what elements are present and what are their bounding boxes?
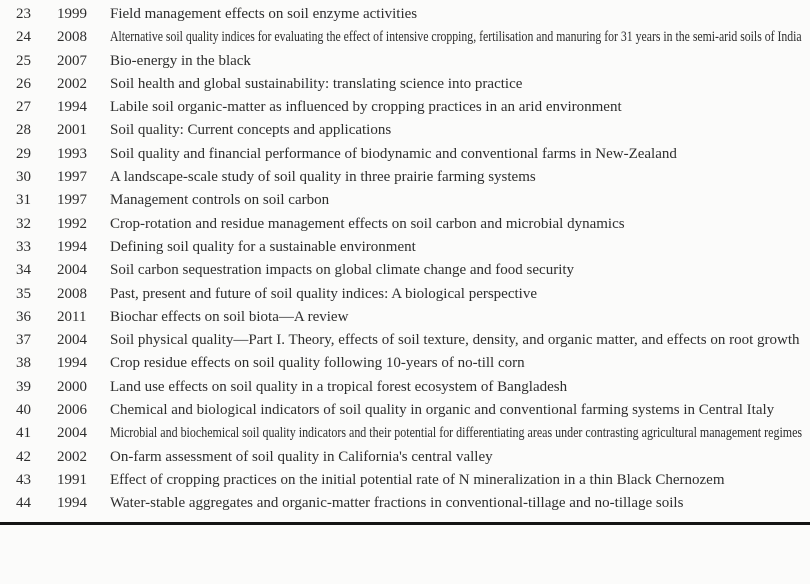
- row-number: 26: [16, 75, 31, 92]
- table-row: [0, 26, 810, 49]
- row-number: 40: [16, 402, 31, 419]
- row-title-cell: [110, 119, 810, 142]
- row-number: 37: [16, 332, 31, 349]
- row-title: Soil physical quality—Part I. Theory, effects of soil texture, density, and organic matter, and effects on root growth: [110, 332, 800, 349]
- row-year: 2004: [57, 332, 87, 349]
- row-title-cell: [110, 73, 810, 96]
- row-year: 1997: [57, 192, 87, 209]
- row-title-cell: [110, 422, 810, 445]
- row-title: On-farm assessment of soil quality in California's central valley: [110, 448, 493, 465]
- row-year: 2002: [57, 448, 87, 465]
- row-title-cell: [110, 3, 810, 26]
- row-title-cell: [110, 236, 810, 259]
- row-title: Management controls on soil carbon: [110, 192, 330, 209]
- row-title-cell: [110, 469, 810, 492]
- row-year: 2007: [57, 52, 87, 69]
- row-title: Field management effects on soil enzyme activities: [110, 6, 418, 22]
- row-title-cell: [110, 492, 810, 515]
- row-title: Crop residue effects on soil quality following 10-years of no-till corn: [110, 355, 525, 372]
- row-title-cell: [110, 376, 810, 399]
- row-year: 1994: [57, 495, 87, 512]
- row-number: 42: [16, 448, 31, 465]
- row-year: 2008: [57, 29, 87, 46]
- row-title: Labile soil organic-matter as influenced by cropping practices in an arid environment: [110, 99, 622, 116]
- row-year: 1991: [57, 471, 87, 488]
- row-year: 2004: [57, 262, 87, 279]
- row-number: 27: [16, 99, 31, 116]
- row-title-cell: [110, 189, 810, 212]
- table-row: [0, 259, 810, 282]
- table-row: [0, 213, 810, 236]
- row-title-cell: [110, 96, 810, 119]
- table-row: [0, 73, 810, 96]
- reference-table-body: [0, 3, 810, 516]
- row-number: 36: [16, 308, 31, 325]
- row-title: Land use effects on soil quality in a tropical forest ecosystem of Bangladesh: [110, 378, 568, 395]
- table-bottom-rule: [0, 522, 810, 525]
- row-title-cell: [110, 259, 810, 282]
- table-row: [0, 306, 810, 329]
- row-number: 39: [16, 378, 31, 395]
- row-number: 29: [16, 145, 31, 162]
- table-row: [0, 236, 810, 259]
- row-title: Microbial and biochemical soil quality indicators and their potential for differentiating areas under contrasting agricultural management regimes: [110, 425, 803, 442]
- table-row: [0, 96, 810, 119]
- row-year: 2001: [57, 122, 87, 139]
- row-year: 2008: [57, 285, 87, 302]
- row-title-cell: [110, 399, 810, 422]
- row-year: 1999: [57, 6, 87, 22]
- row-year: 2002: [57, 75, 87, 92]
- table-row: [0, 329, 810, 352]
- row-number: 24: [16, 29, 31, 46]
- table-row: [0, 283, 810, 306]
- table-row: [0, 446, 810, 469]
- row-year: 1994: [57, 355, 87, 372]
- row-year: 1994: [57, 238, 87, 255]
- row-title: Bio-energy in the black: [110, 52, 251, 69]
- row-number: 28: [16, 122, 31, 139]
- row-title-cell: [110, 26, 810, 49]
- table-row: [0, 376, 810, 399]
- table-row: [0, 3, 810, 26]
- row-number: 31: [16, 192, 31, 209]
- row-year: 2011: [57, 308, 87, 325]
- row-title: Soil quality and financial performance of biodynamic and conventional farms in New-Zealand: [110, 145, 677, 162]
- row-year: 1993: [57, 145, 87, 162]
- table-row: [0, 143, 810, 166]
- table-row: [0, 189, 810, 212]
- row-title: Alternative soil quality indices for evaluating the effect of intensive cropping, fertilisation and manuring for 31 years in the semi-arid soils of India: [110, 29, 802, 46]
- table-row: [0, 166, 810, 189]
- row-number: 34: [16, 262, 31, 279]
- row-number: 32: [16, 215, 31, 232]
- row-title-cell: [110, 306, 810, 329]
- row-year: 2000: [57, 378, 87, 395]
- row-title-cell: [110, 50, 810, 73]
- row-title-cell: [110, 143, 810, 166]
- row-number: 43: [16, 471, 31, 488]
- row-title-cell: [110, 329, 810, 352]
- row-title: Crop-rotation and residue management effects on soil carbon and microbial dynamics: [110, 215, 625, 232]
- row-number: 44: [16, 495, 31, 512]
- row-title-cell: [110, 352, 810, 375]
- row-number: 25: [16, 52, 31, 69]
- row-title: Soil health and global sustainability: translating science into practice: [110, 75, 523, 92]
- row-title: Soil carbon sequestration impacts on global climate change and food security: [110, 262, 575, 279]
- row-year: 2004: [57, 425, 87, 442]
- row-title: Defining soil quality for a sustainable environment: [110, 238, 416, 255]
- row-number: 41: [16, 425, 31, 442]
- row-title: Effect of cropping practices on the initial potential rate of N mineralization in a thin Black Chernozem: [110, 471, 725, 488]
- row-number: 30: [16, 169, 31, 186]
- row-title-cell: [110, 213, 810, 236]
- row-number: 38: [16, 355, 31, 372]
- table-row: [0, 352, 810, 375]
- table-row: [0, 492, 810, 515]
- row-title: Past, present and future of soil quality indices: A biological perspective: [110, 285, 537, 302]
- row-title: A landscape-scale study of soil quality in three prairie farming systems: [110, 169, 536, 186]
- table-row: [0, 50, 810, 73]
- row-title: Soil quality: Current concepts and applications: [110, 122, 392, 139]
- row-number: 33: [16, 238, 31, 255]
- row-year: 2006: [57, 402, 87, 419]
- row-year: 1992: [57, 215, 87, 232]
- table-row: [0, 119, 810, 142]
- row-number: 35: [16, 285, 31, 302]
- row-number: 23: [16, 6, 31, 22]
- row-title-cell: [110, 283, 810, 306]
- table-row: [0, 399, 810, 422]
- row-title: Chemical and biological indicators of soil quality in organic and conventional farming systems in Central Italy: [110, 402, 775, 419]
- row-year: 1997: [57, 169, 87, 186]
- row-title-cell: [110, 166, 810, 189]
- table-row: [0, 422, 810, 445]
- row-title-cell: [110, 446, 810, 469]
- row-year: 1994: [57, 99, 87, 116]
- row-title: Biochar effects on soil biota—A review: [110, 308, 349, 325]
- table-row: [0, 469, 810, 492]
- row-title: Water-stable aggregates and organic-matter fractions in conventional-tillage and no-tillage soils: [110, 495, 684, 512]
